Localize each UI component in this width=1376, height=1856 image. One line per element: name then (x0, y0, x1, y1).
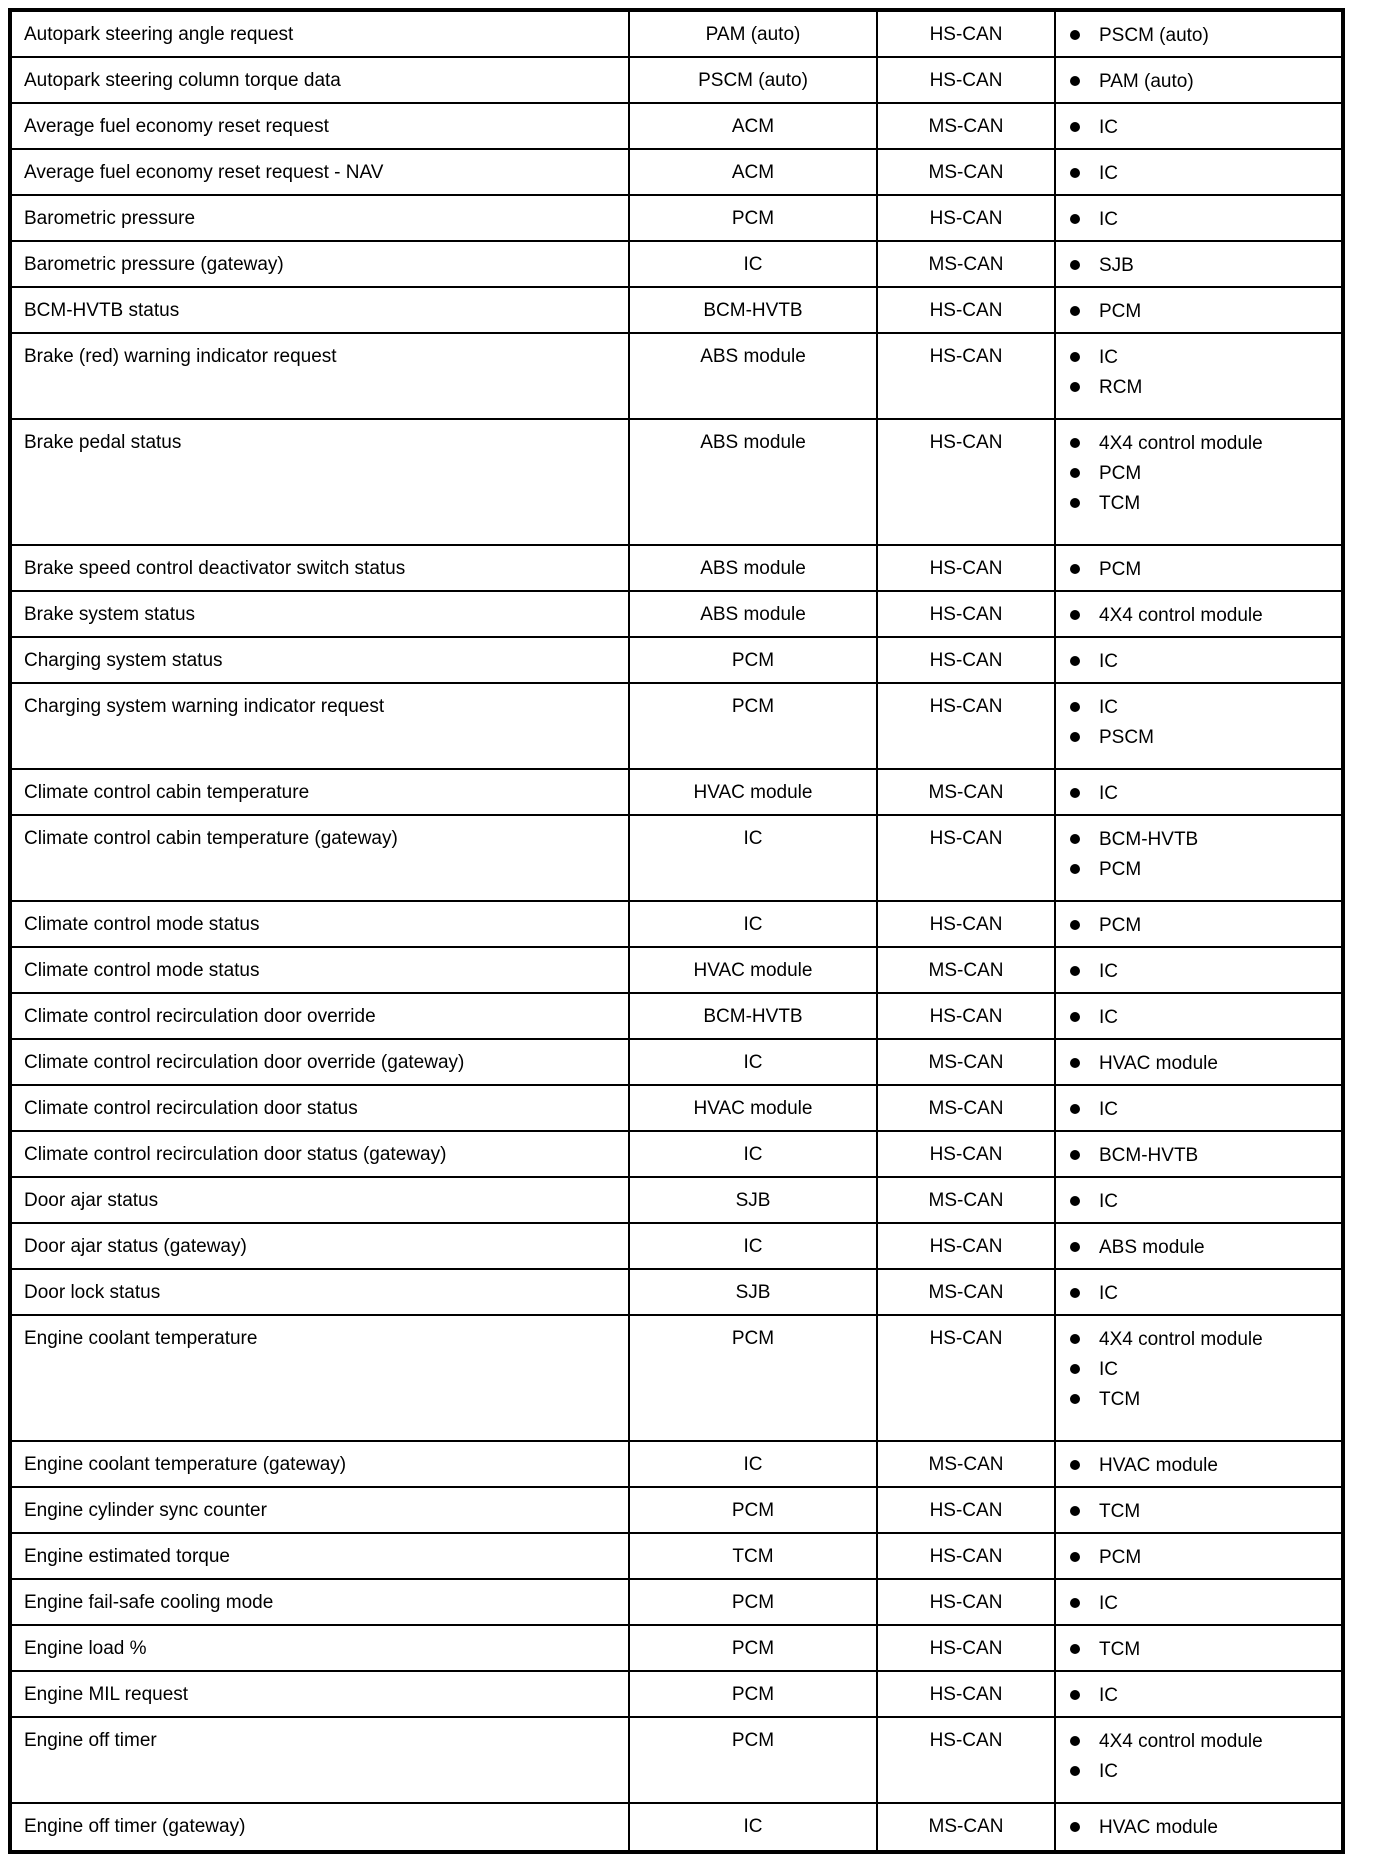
receivers-cell (1056, 1316, 1341, 1440)
message-cell: Engine coolant temperature (gateway) (12, 1442, 630, 1486)
receiver-item (1070, 1756, 1341, 1786)
receiver-item (1070, 1094, 1341, 1124)
source-module-cell: PCM (630, 1672, 878, 1716)
receiver-item (1070, 1680, 1341, 1710)
message-cell: Climate control recirculation door override (12, 994, 630, 1038)
receiver-item (1070, 1232, 1341, 1262)
receiver-item (1070, 488, 1341, 518)
receiver-item (1070, 1726, 1341, 1756)
source-module-cell: BCM-HVTB (630, 994, 878, 1038)
receiver-label: IC (1099, 116, 1118, 138)
receiver-label: IC (1099, 1190, 1118, 1212)
receiver-item (1070, 722, 1341, 752)
receiver-item (1070, 342, 1341, 372)
receivers-cell (1056, 420, 1341, 544)
receivers-cell (1056, 1442, 1341, 1486)
table-row (12, 104, 1341, 150)
table-row (12, 1178, 1341, 1224)
source-module-cell: PCM (630, 1718, 878, 1802)
network-cell: HS-CAN (878, 1718, 1056, 1802)
message-cell: Engine off timer (12, 1718, 630, 1802)
bullet-icon (1070, 1288, 1080, 1298)
receiver-label: IC (1099, 696, 1118, 718)
bullet-icon (1070, 1364, 1080, 1374)
receiver-item (1070, 1542, 1341, 1572)
message-cell: Door ajar status (12, 1178, 630, 1222)
message-cell: Engine load % (12, 1626, 630, 1670)
message-cell: Engine estimated torque (12, 1534, 630, 1578)
message-cell: Climate control cabin temperature (12, 770, 630, 814)
bullet-icon (1070, 1552, 1080, 1562)
receiver-item (1070, 910, 1341, 940)
message-cell: Brake system status (12, 592, 630, 636)
receiver-label: IC (1099, 208, 1118, 230)
network-cell: MS-CAN (878, 1086, 1056, 1130)
bullet-icon (1070, 76, 1080, 86)
bullet-icon (1070, 468, 1080, 478)
source-module-cell: PCM (630, 1488, 878, 1532)
table-row (12, 1672, 1341, 1718)
source-module-cell: TCM (630, 1534, 878, 1578)
network-cell: MS-CAN (878, 1442, 1056, 1486)
network-cell: HS-CAN (878, 288, 1056, 332)
receiver-item (1070, 1812, 1341, 1842)
bullet-icon (1070, 702, 1080, 712)
bullet-icon (1070, 788, 1080, 798)
receivers-cell (1056, 58, 1341, 102)
receivers-cell (1056, 1488, 1341, 1532)
receivers-cell (1056, 242, 1341, 286)
network-cell: HS-CAN (878, 902, 1056, 946)
receiver-label: PCM (1099, 1546, 1142, 1568)
network-cell: HS-CAN (878, 684, 1056, 768)
message-cell: Climate control recirculation door status (gateway) (12, 1132, 630, 1176)
receiver-label: IC (1099, 346, 1118, 368)
receivers-cell (1056, 1718, 1341, 1802)
source-module-cell: PAM (auto) (630, 12, 878, 56)
receiver-item (1070, 778, 1341, 808)
receiver-item (1070, 854, 1341, 884)
bullet-icon (1070, 1822, 1080, 1832)
receiver-item (1070, 20, 1341, 50)
bullet-icon (1070, 966, 1080, 976)
source-module-cell: IC (630, 1442, 878, 1486)
message-cell: Climate control cabin temperature (gateway) (12, 816, 630, 900)
network-cell: HS-CAN (878, 1580, 1056, 1624)
receiver-label: PCM (1099, 300, 1142, 322)
receiver-label: 4X4 control module (1099, 604, 1263, 626)
table-row (12, 1040, 1341, 1086)
network-cell: HS-CAN (878, 1132, 1056, 1176)
source-module-cell: ABS module (630, 592, 878, 636)
message-cell: Climate control recirculation door status (12, 1086, 630, 1130)
bullet-icon (1070, 498, 1080, 508)
table-row (12, 1224, 1341, 1270)
bullet-icon (1070, 656, 1080, 666)
table-row (12, 288, 1341, 334)
table-row (12, 1804, 1341, 1850)
network-cell: HS-CAN (878, 638, 1056, 682)
source-module-cell: HVAC module (630, 948, 878, 992)
receiver-label: ABS module (1099, 1236, 1205, 1258)
receiver-label: HVAC module (1099, 1052, 1218, 1074)
bullet-icon (1070, 1242, 1080, 1252)
receiver-label: RCM (1099, 376, 1143, 398)
source-module-cell: IC (630, 1040, 878, 1084)
network-cell: HS-CAN (878, 1534, 1056, 1578)
bullet-icon (1070, 382, 1080, 392)
receiver-item (1070, 372, 1341, 402)
bullet-icon (1070, 168, 1080, 178)
table-row (12, 1718, 1341, 1804)
receiver-item (1070, 112, 1341, 142)
network-cell: MS-CAN (878, 150, 1056, 194)
message-cell: Door lock status (12, 1270, 630, 1314)
receiver-label: BCM-HVTB (1099, 1144, 1199, 1166)
receiver-label: TCM (1099, 1638, 1141, 1660)
table-row (12, 1132, 1341, 1178)
bullet-icon (1070, 1196, 1080, 1206)
receiver-label: IC (1099, 1358, 1118, 1380)
receivers-cell (1056, 1270, 1341, 1314)
receiver-label: IC (1099, 1684, 1118, 1706)
receivers-cell (1056, 104, 1341, 148)
receiver-label: TCM (1099, 492, 1141, 514)
bullet-icon (1070, 306, 1080, 316)
table-row (12, 58, 1341, 104)
receiver-item (1070, 692, 1341, 722)
receiver-label: IC (1099, 1282, 1118, 1304)
receiver-item (1070, 66, 1341, 96)
bullet-icon (1070, 352, 1080, 362)
bullet-icon (1070, 1598, 1080, 1608)
table-row (12, 638, 1341, 684)
receiver-item (1070, 1186, 1341, 1216)
receiver-item (1070, 824, 1341, 854)
message-cell: Climate control mode status (12, 902, 630, 946)
table-row (12, 334, 1341, 420)
receiver-label: IC (1099, 1592, 1118, 1614)
network-cell: HS-CAN (878, 1626, 1056, 1670)
network-cell: HS-CAN (878, 994, 1056, 1038)
receivers-cell (1056, 1178, 1341, 1222)
network-cell: HS-CAN (878, 546, 1056, 590)
network-cell: MS-CAN (878, 948, 1056, 992)
source-module-cell: PCM (630, 1626, 878, 1670)
bullet-icon (1070, 1460, 1080, 1470)
receiver-item (1070, 646, 1341, 676)
message-cell: Autopark steering angle request (12, 12, 630, 56)
receivers-cell (1056, 592, 1341, 636)
receiver-label: PCM (1099, 914, 1142, 936)
bullet-icon (1070, 1506, 1080, 1516)
bullet-icon (1070, 732, 1080, 742)
source-module-cell: ABS module (630, 546, 878, 590)
receivers-cell (1056, 1580, 1341, 1624)
receiver-label: 4X4 control module (1099, 1730, 1263, 1752)
source-module-cell: PCM (630, 196, 878, 240)
receiver-label: PAM (auto) (1099, 70, 1194, 92)
receiver-item (1070, 296, 1341, 326)
receivers-cell (1056, 816, 1341, 900)
bullet-icon (1070, 564, 1080, 574)
message-cell: Brake speed control deactivator switch status (12, 546, 630, 590)
network-cell: HS-CAN (878, 12, 1056, 56)
message-routing-table (8, 8, 1345, 1854)
receiver-label: 4X4 control module (1099, 1328, 1263, 1350)
receiver-item (1070, 1140, 1341, 1170)
receivers-cell (1056, 288, 1341, 332)
bullet-icon (1070, 1058, 1080, 1068)
bullet-icon (1070, 214, 1080, 224)
network-cell: HS-CAN (878, 592, 1056, 636)
receiver-item (1070, 1048, 1341, 1078)
source-module-cell: BCM-HVTB (630, 288, 878, 332)
message-cell: Average fuel economy reset request (12, 104, 630, 148)
message-cell: Engine off timer (gateway) (12, 1804, 630, 1850)
receiver-label: IC (1099, 1006, 1118, 1028)
source-module-cell: IC (630, 902, 878, 946)
message-cell: Engine fail-safe cooling mode (12, 1580, 630, 1624)
table-row (12, 1580, 1341, 1626)
table-row (12, 150, 1341, 196)
receivers-cell (1056, 902, 1341, 946)
source-module-cell: ACM (630, 104, 878, 148)
bullet-icon (1070, 438, 1080, 448)
table-row (12, 592, 1341, 638)
message-cell: Barometric pressure (12, 196, 630, 240)
bullet-icon (1070, 834, 1080, 844)
receiver-label: PSCM (1099, 726, 1154, 748)
network-cell: HS-CAN (878, 1488, 1056, 1532)
receiver-label: 4X4 control module (1099, 432, 1263, 454)
bullet-icon (1070, 920, 1080, 930)
receivers-cell (1056, 1132, 1341, 1176)
receiver-label: IC (1099, 650, 1118, 672)
message-cell: Climate control recirculation door override (gateway) (12, 1040, 630, 1084)
source-module-cell: SJB (630, 1270, 878, 1314)
receiver-item (1070, 1450, 1341, 1480)
bullet-icon (1070, 1736, 1080, 1746)
table-row (12, 546, 1341, 592)
message-cell: Door ajar status (gateway) (12, 1224, 630, 1268)
source-module-cell: ABS module (630, 420, 878, 544)
bullet-icon (1070, 1104, 1080, 1114)
source-module-cell: IC (630, 816, 878, 900)
message-cell: Engine MIL request (12, 1672, 630, 1716)
bullet-icon (1070, 260, 1080, 270)
receiver-item (1070, 1384, 1341, 1414)
table-row (12, 242, 1341, 288)
network-cell: MS-CAN (878, 1040, 1056, 1084)
receiver-item (1070, 428, 1341, 458)
receiver-item (1070, 554, 1341, 584)
table-row (12, 12, 1341, 58)
receiver-label: SJB (1099, 254, 1134, 276)
receivers-cell (1056, 334, 1341, 418)
bullet-icon (1070, 1644, 1080, 1654)
network-cell: MS-CAN (878, 1270, 1056, 1314)
message-cell: Charging system status (12, 638, 630, 682)
receiver-item (1070, 1278, 1341, 1308)
message-cell: Climate control mode status (12, 948, 630, 992)
receivers-cell (1056, 150, 1341, 194)
receiver-item (1070, 1354, 1341, 1384)
table-row (12, 1270, 1341, 1316)
receiver-item (1070, 1002, 1341, 1032)
receiver-item (1070, 1588, 1341, 1618)
table-row (12, 1086, 1341, 1132)
receivers-cell (1056, 1804, 1341, 1850)
table-row (12, 1488, 1341, 1534)
network-cell: HS-CAN (878, 1316, 1056, 1440)
receivers-cell (1056, 1626, 1341, 1670)
source-module-cell: HVAC module (630, 770, 878, 814)
source-module-cell: IC (630, 1132, 878, 1176)
receivers-cell (1056, 1224, 1341, 1268)
receivers-cell (1056, 948, 1341, 992)
source-module-cell: ABS module (630, 334, 878, 418)
network-cell: HS-CAN (878, 334, 1056, 418)
message-cell: Autopark steering column torque data (12, 58, 630, 102)
network-cell: HS-CAN (878, 1672, 1056, 1716)
receiver-item (1070, 250, 1341, 280)
bullet-icon (1070, 122, 1080, 132)
source-module-cell: IC (630, 242, 878, 286)
receivers-cell (1056, 12, 1341, 56)
table-row (12, 420, 1341, 546)
receivers-cell (1056, 770, 1341, 814)
message-cell: Brake (red) warning indicator request (12, 334, 630, 418)
message-cell: Engine cylinder sync counter (12, 1488, 630, 1532)
receiver-label: HVAC module (1099, 1454, 1218, 1476)
table-row (12, 770, 1341, 816)
source-module-cell: IC (630, 1804, 878, 1850)
network-cell: MS-CAN (878, 1804, 1056, 1850)
bullet-icon (1070, 1394, 1080, 1404)
message-cell: Engine coolant temperature (12, 1316, 630, 1440)
receiver-label: TCM (1099, 1388, 1141, 1410)
receivers-cell (1056, 1534, 1341, 1578)
receiver-item (1070, 600, 1341, 630)
receiver-item (1070, 956, 1341, 986)
table-row (12, 816, 1341, 902)
network-cell: HS-CAN (878, 816, 1056, 900)
table-row (12, 994, 1341, 1040)
source-module-cell: IC (630, 1224, 878, 1268)
source-module-cell: PCM (630, 684, 878, 768)
source-module-cell: HVAC module (630, 1086, 878, 1130)
table-row (12, 1534, 1341, 1580)
bullet-icon (1070, 1766, 1080, 1776)
network-cell: HS-CAN (878, 420, 1056, 544)
bullet-icon (1070, 1690, 1080, 1700)
receiver-item (1070, 1324, 1341, 1354)
bullet-icon (1070, 1150, 1080, 1160)
receiver-label: IC (1099, 1760, 1118, 1782)
network-cell: HS-CAN (878, 1224, 1056, 1268)
network-cell: MS-CAN (878, 770, 1056, 814)
network-cell: HS-CAN (878, 196, 1056, 240)
receiver-item (1070, 1496, 1341, 1526)
network-cell: HS-CAN (878, 58, 1056, 102)
bullet-icon (1070, 610, 1080, 620)
source-module-cell: ACM (630, 150, 878, 194)
bullet-icon (1070, 1334, 1080, 1344)
bullet-icon (1070, 30, 1080, 40)
table-row (12, 196, 1341, 242)
receiver-label: IC (1099, 960, 1118, 982)
receiver-item (1070, 204, 1341, 234)
receiver-item (1070, 458, 1341, 488)
source-module-cell: PCM (630, 1580, 878, 1624)
receivers-cell (1056, 638, 1341, 682)
receivers-cell (1056, 1086, 1341, 1130)
message-cell: BCM-HVTB status (12, 288, 630, 332)
bullet-icon (1070, 864, 1080, 874)
table-row (12, 1626, 1341, 1672)
table-row (12, 948, 1341, 994)
table-row (12, 1316, 1341, 1442)
receivers-cell (1056, 1672, 1341, 1716)
receiver-label: IC (1099, 162, 1118, 184)
network-cell: MS-CAN (878, 242, 1056, 286)
message-cell: Barometric pressure (gateway) (12, 242, 630, 286)
receivers-cell (1056, 546, 1341, 590)
table-row (12, 902, 1341, 948)
source-module-cell: SJB (630, 1178, 878, 1222)
receivers-cell (1056, 1040, 1341, 1084)
receiver-label: PCM (1099, 858, 1142, 880)
message-cell: Charging system warning indicator request (12, 684, 630, 768)
receivers-cell (1056, 196, 1341, 240)
receiver-label: HVAC module (1099, 1816, 1218, 1838)
receivers-cell (1056, 684, 1341, 768)
receiver-label: PCM (1099, 558, 1142, 580)
message-cell: Average fuel economy reset request - NAV (12, 150, 630, 194)
receiver-label: IC (1099, 1098, 1118, 1120)
receiver-label: TCM (1099, 1500, 1141, 1522)
source-module-cell: PCM (630, 1316, 878, 1440)
receiver-label: BCM-HVTB (1099, 828, 1199, 850)
receiver-item (1070, 1634, 1341, 1664)
message-cell: Brake pedal status (12, 420, 630, 544)
source-module-cell: PSCM (auto) (630, 58, 878, 102)
receiver-item (1070, 158, 1341, 188)
bullet-icon (1070, 1012, 1080, 1022)
network-cell: MS-CAN (878, 1178, 1056, 1222)
receiver-label: PSCM (auto) (1099, 24, 1209, 46)
receivers-cell (1056, 994, 1341, 1038)
source-module-cell: PCM (630, 638, 878, 682)
network-cell: MS-CAN (878, 104, 1056, 148)
table-row (12, 1442, 1341, 1488)
table-row (12, 684, 1341, 770)
receiver-label: PCM (1099, 462, 1142, 484)
receiver-label: IC (1099, 782, 1118, 804)
